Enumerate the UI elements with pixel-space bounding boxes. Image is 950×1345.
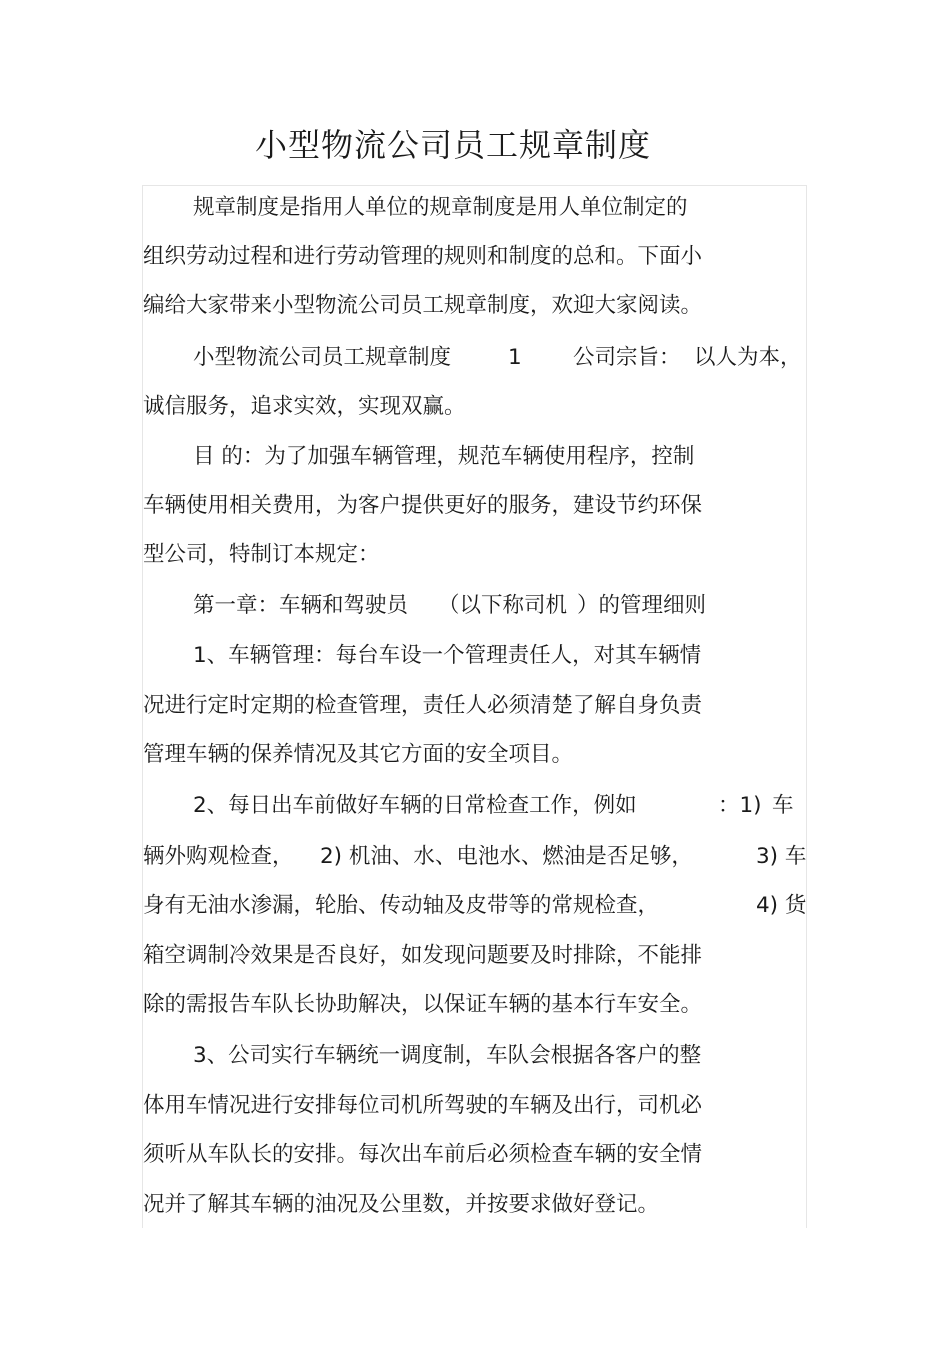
paragraph-line: 组织劳动过程和进行劳动管理的规则和制度的总和。下面小 — [143, 244, 703, 269]
paragraph-segment: 辆外购观检查， — [143, 844, 294, 869]
paragraph-segment: 公司宗旨： — [573, 345, 681, 370]
text-frame-right-border — [806, 185, 807, 1228]
paragraph-line: 须听从车队长的安排。每次出车前后必须检查车辆的安全情 — [143, 1142, 703, 1167]
paragraph-line: 3、公司实行车辆统一调度制，车队会根据各客户的整 — [193, 1043, 702, 1068]
paragraph-segment: 4) 货 — [756, 893, 807, 918]
paragraph-segment: 小型物流公司员工规章制度 — [193, 345, 452, 370]
paragraph-line: 诚信服务，追求实效，实现双赢。 — [143, 394, 466, 419]
paragraph-segment: 身有无油水渗漏，轮胎、传动轴及皮带等的常规检查， — [143, 893, 660, 918]
text-frame-top-border — [142, 185, 806, 186]
paragraph-line: 车辆使用相关费用，为客户提供更好的服务，建设节约环保 — [143, 493, 703, 518]
paragraph-line: 箱空调制冷效果是否良好，如发现问题要及时排除，不能排 — [143, 943, 703, 968]
paragraph-segment: 1 — [508, 345, 522, 370]
paragraph-line: 1、车辆管理：每台车设一个管理责任人，对其车辆情 — [193, 643, 702, 668]
paragraph-segment: 2、每日出车前做好车辆的日常检查工作，例如 — [193, 793, 637, 818]
paragraph-segment: 3) 车 — [756, 844, 807, 869]
paragraph-line: 型公司，特制订本规定： — [143, 542, 380, 567]
paragraph-segment: 2) 机油、水、电池水、燃油是否足够， — [320, 844, 693, 869]
paragraph-line: 况进行定时定期的检查管理，责任人必须清楚了解自身负责 — [143, 693, 703, 718]
paragraph-line: 况并了解其车辆的油况及公里数，并按要求做好登记。 — [143, 1192, 660, 1217]
paragraph-line: 除的需报告车队长协助解决，以保证车辆的基本行车安全。 — [143, 992, 703, 1017]
paragraph-line: 体用车情况进行安排每位司机所驾驶的车辆及出行，司机必 — [143, 1093, 703, 1118]
paragraph-line: 管理车辆的保养情况及其它方面的安全项目。 — [143, 742, 574, 767]
paragraph-line: 目 的：为了加强车辆管理，规范车辆使用程序，控制 — [193, 444, 695, 469]
paragraph-segment: 以人为本， — [694, 345, 802, 370]
paragraph-line: 编给大家带来小型物流公司员工规章制度，欢迎大家阅读。 — [143, 293, 703, 318]
chapter-heading-segment: ）的管理细则 — [577, 593, 707, 618]
chapter-heading-segment: 第一章：车辆和驾驶员 — [193, 593, 409, 618]
document-title: 小型物流公司员工规章制度 — [254, 126, 651, 164]
paragraph-line: 规章制度是指用人单位的规章制度是用人单位制定的 — [193, 195, 688, 220]
paragraph-segment: 车 — [772, 793, 794, 818]
chapter-heading-segment: （以下称司机 — [438, 593, 568, 618]
paragraph-segment: ：1) — [718, 793, 762, 818]
